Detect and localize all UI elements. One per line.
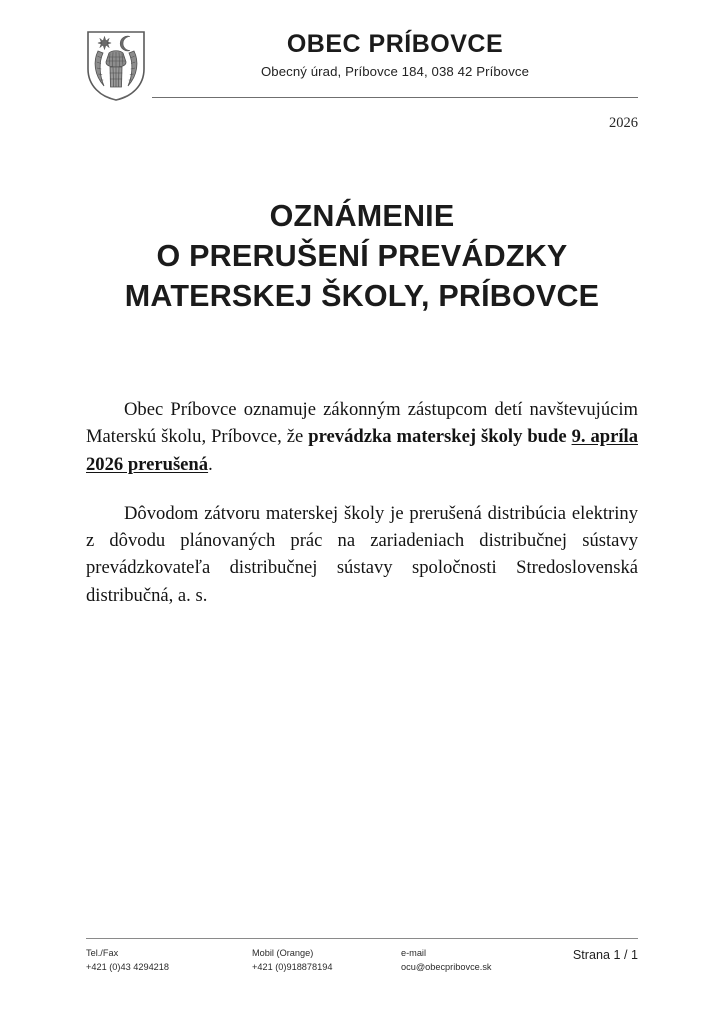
document-footer <box>86 938 638 980</box>
footer-email-value: ocu@obecpribovce.sk <box>401 962 492 972</box>
footer-telephone-label: Tel./Fax <box>86 948 119 958</box>
document-year: 2026 <box>609 115 638 131</box>
document-title-line-3: MATERSKEJ ŠKOLY, PRÍBOVCE <box>124 279 600 313</box>
paragraph-1-text-tail: . <box>208 453 213 475</box>
document-title <box>62 196 662 316</box>
pribovce-coat-of-arms-icon <box>85 29 147 103</box>
footer-page-number: Strana 1 / 1 <box>572 948 638 962</box>
document-body <box>86 396 638 609</box>
footer-mobile-label: Mobil (Orange) <box>252 948 314 958</box>
body-paragraph-1 <box>86 396 638 478</box>
footer-email <box>401 946 492 974</box>
document-title-line-2: O PRERUŠENÍ PREVÁDZKY <box>156 239 568 273</box>
footer-mobile <box>252 946 332 974</box>
organization-title: OBEC PRÍBOVCE <box>286 30 504 58</box>
paragraph-1-bold-text: prevádzka materskej školy bude <box>308 426 572 448</box>
paragraph-1-text-lead: Obec Príbovce oznamuje zákonným zástupcom detí navštevujúcim Materskú školu, Príbovce, že <box>86 399 638 448</box>
footer-divider <box>86 938 638 939</box>
body-paragraph-2: Dôvodom zátvoru materskej školy je prerušená distribúcia elektriny z dôvodu plánovaných prác na zariadeniach distribučnej sústavy prevádzkovateľa distribučnej sústavy spoločnosti Stredoslovenská distribučná, a. s. <box>86 502 638 606</box>
paragraph-1-underlined-date: 9. apríla 2026 prerušená <box>86 426 638 475</box>
footer-telephone-value: +421 (0)43 4294218 <box>86 962 170 972</box>
header-divider <box>152 97 638 98</box>
document-title-line-1: OZNÁMENIE <box>269 199 455 233</box>
organization-subtitle: Obecný úrad, Príbovce 184, 038 42 Príbovce <box>260 63 530 79</box>
footer-telephone <box>86 946 169 974</box>
document-header <box>0 0 724 110</box>
footer-mobile-value: +421 (0)918878194 <box>252 962 333 972</box>
header-text-block <box>152 30 638 79</box>
footer-email-label: e-mail <box>401 948 427 958</box>
